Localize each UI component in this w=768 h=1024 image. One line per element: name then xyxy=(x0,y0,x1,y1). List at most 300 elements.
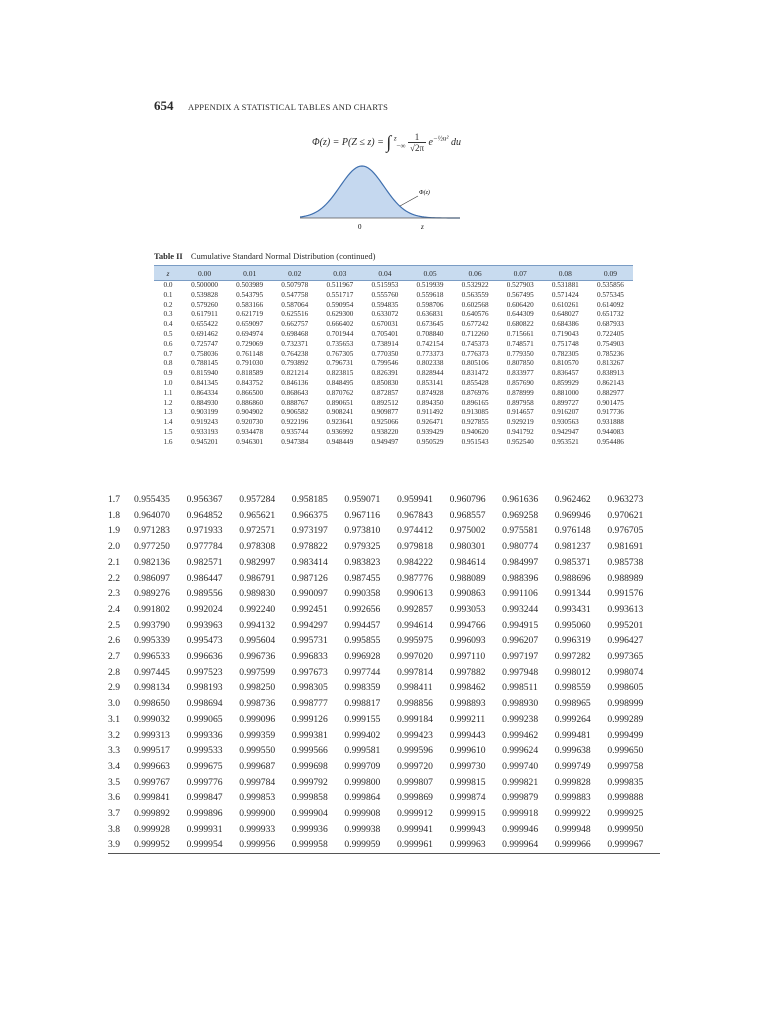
table-row xyxy=(108,602,660,618)
upper-value-cell: 0.916207 xyxy=(551,408,579,417)
upper-value-cell: 0.894350 xyxy=(416,398,444,407)
lower-value-cell: 0.988396 xyxy=(502,572,539,584)
lower-value-cell: 0.990613 xyxy=(396,588,433,600)
upper-value-cell: 0.927855 xyxy=(461,418,489,427)
upper-value-cell: 0.933193 xyxy=(191,427,219,436)
lower-z-cell: 2.4 xyxy=(108,603,120,615)
upper-value-cell: 0.938220 xyxy=(371,427,399,436)
lower-value-cell: 0.997523 xyxy=(186,666,223,678)
upper-value-cell: 0.729069 xyxy=(236,339,264,348)
upper-value-cell: 0.930563 xyxy=(551,418,579,427)
lower-value-cell: 0.995855 xyxy=(344,635,381,647)
upper-z-cell: 0.3 xyxy=(163,310,173,319)
upper-value-cell: 0.590954 xyxy=(326,300,354,309)
table-row xyxy=(154,310,633,320)
lower-value-cell: 0.999211 xyxy=(449,713,486,725)
lower-value-cell: 0.974412 xyxy=(396,525,433,537)
lower-value-cell: 0.999517 xyxy=(134,745,170,757)
upper-value-cell: 0.848495 xyxy=(326,378,354,387)
lower-value-cell: 0.999892 xyxy=(134,808,170,820)
lower-value-cell: 0.990358 xyxy=(344,588,381,600)
upper-value-cell: 0.764238 xyxy=(281,349,309,358)
upper-value-cell: 0.925066 xyxy=(371,418,399,427)
table-row xyxy=(108,837,660,853)
exp-base: e xyxy=(428,136,433,148)
lower-value-cell: 0.999749 xyxy=(554,760,591,772)
upper-value-cell: 0.890651 xyxy=(326,398,354,407)
upper-value-cell: 0.738914 xyxy=(371,339,399,348)
upper-value-cell: 0.515953 xyxy=(371,281,399,289)
lower-value-cell: 0.999462 xyxy=(502,729,539,741)
upper-value-cell: 0.651732 xyxy=(596,310,624,319)
lower-value-cell: 0.999959 xyxy=(344,837,397,853)
upper-value-cell: 0.911492 xyxy=(416,408,444,417)
upper-value-cell: 0.547758 xyxy=(281,290,309,299)
lower-value-cell: 0.989830 xyxy=(239,588,276,600)
lower-value-cell: 0.984222 xyxy=(396,556,433,568)
upper-z-cell: 0.4 xyxy=(163,320,173,329)
lower-value-cell: 0.997365 xyxy=(607,651,644,663)
upper-value-cell: 0.897958 xyxy=(506,398,534,407)
lower-value-cell: 0.993790 xyxy=(134,619,170,631)
lower-value-cell: 0.986791 xyxy=(239,572,276,584)
upper-value-cell: 0.853141 xyxy=(416,378,444,387)
lower-value-cell: 0.996093 xyxy=(449,635,486,647)
upper-value-cell: 0.666402 xyxy=(326,320,354,329)
upper-z-cell: 0.5 xyxy=(163,329,173,338)
lower-value-cell: 0.999776 xyxy=(186,776,223,788)
upper-value-cell: 0.633072 xyxy=(371,310,399,319)
upper-value-cell: 0.758036 xyxy=(191,349,219,358)
upper-value-cell: 0.503989 xyxy=(236,281,264,289)
lower-value-cell: 0.992857 xyxy=(396,603,433,615)
table-row xyxy=(154,369,633,379)
fraction-numerator: 1 xyxy=(414,132,420,142)
upper-value-cell: 0.914657 xyxy=(506,408,534,417)
lower-value-cell: 0.965621 xyxy=(239,509,276,521)
upper-value-cell: 0.850830 xyxy=(371,378,399,387)
upper-value-cell: 0.843752 xyxy=(236,378,264,387)
lower-value-cell: 0.996928 xyxy=(344,651,381,663)
upper-z-cell: 1.4 xyxy=(163,418,173,427)
lower-value-cell: 0.999581 xyxy=(344,745,381,757)
lower-value-cell: 0.980301 xyxy=(449,541,486,553)
lower-value-cell: 0.993053 xyxy=(449,603,486,615)
lower-z-cell: 2.2 xyxy=(108,572,120,584)
upper-value-cell: 0.594835 xyxy=(371,300,399,309)
upper-value-cell: 0.670031 xyxy=(371,320,399,329)
lower-value-cell: 0.997948 xyxy=(502,666,539,678)
upper-value-cell: 0.899727 xyxy=(551,398,579,407)
table-label: Table II xyxy=(154,251,183,261)
lower-value-cell: 0.998359 xyxy=(344,682,381,694)
lower-value-cell: 0.999874 xyxy=(449,792,486,804)
upper-value-cell: 0.881000 xyxy=(551,388,579,397)
upper-z-cell: 1.3 xyxy=(163,408,173,417)
upper-value-cell: 0.571424 xyxy=(551,290,579,299)
lower-value-cell: 0.999032 xyxy=(134,713,170,725)
table-row xyxy=(108,649,660,665)
column-header: 0.03 xyxy=(317,266,362,281)
upper-value-cell: 0.874928 xyxy=(416,388,444,397)
lower-value-cell: 0.999879 xyxy=(502,792,539,804)
lower-value-cell: 0.999835 xyxy=(607,776,644,788)
upper-z-cell: 1.1 xyxy=(163,388,173,397)
lower-value-cell: 0.996736 xyxy=(239,651,276,663)
formula-lhs: Φ(z) = P(Z ≤ z) = xyxy=(312,136,387,148)
column-header: z xyxy=(154,266,182,281)
lower-value-cell: 0.999758 xyxy=(607,760,644,772)
upper-value-cell: 0.908241 xyxy=(326,408,354,417)
upper-value-cell: 0.904902 xyxy=(236,408,264,417)
table-row xyxy=(108,759,660,775)
table-row xyxy=(108,555,660,571)
upper-value-cell: 0.694974 xyxy=(236,329,264,338)
upper-value-cell: 0.906582 xyxy=(281,408,309,417)
upper-value-cell: 0.687933 xyxy=(596,320,624,329)
lower-value-cell: 0.998965 xyxy=(554,698,591,710)
upper-value-cell: 0.948449 xyxy=(326,437,354,446)
formula-du: du xyxy=(451,136,462,148)
lower-z-cell: 2.0 xyxy=(108,541,120,553)
lower-z-cell: 2.3 xyxy=(108,588,120,600)
upper-value-cell: 0.567495 xyxy=(506,290,534,299)
lower-value-cell: 0.999967 xyxy=(607,837,660,853)
cdf-formula xyxy=(312,132,461,153)
lower-value-cell: 0.993244 xyxy=(502,603,539,615)
lower-value-cell: 0.998605 xyxy=(607,682,644,694)
lower-value-cell: 0.975002 xyxy=(449,525,486,537)
upper-value-cell: 0.691462 xyxy=(191,329,219,338)
lower-value-cell: 0.999853 xyxy=(239,792,276,804)
upper-value-cell: 0.870762 xyxy=(326,388,354,397)
lower-value-cell: 0.999956 xyxy=(239,837,292,853)
lower-value-cell: 0.999948 xyxy=(554,823,591,835)
upper-value-cell: 0.606420 xyxy=(506,300,534,309)
lower-value-cell: 0.999966 xyxy=(555,837,608,853)
upper-value-cell: 0.698468 xyxy=(281,329,309,338)
lower-value-cell: 0.999402 xyxy=(344,729,381,741)
lower-value-cell: 0.999950 xyxy=(607,823,644,835)
lower-value-cell: 0.999709 xyxy=(344,760,381,772)
table-row xyxy=(154,438,633,448)
lower-value-cell: 0.999784 xyxy=(239,776,276,788)
upper-value-cell: 0.500000 xyxy=(191,281,219,289)
lower-value-cell: 0.994614 xyxy=(396,619,433,631)
lower-value-cell: 0.996427 xyxy=(607,635,644,647)
lower-value-cell: 0.999126 xyxy=(291,713,328,725)
lower-value-cell: 0.999908 xyxy=(344,808,381,820)
upper-value-cell: 0.920730 xyxy=(236,418,264,427)
lower-value-cell: 0.987776 xyxy=(396,572,433,584)
lower-value-cell: 0.972571 xyxy=(239,525,276,537)
table-row xyxy=(154,340,633,350)
lower-value-cell: 0.998511 xyxy=(502,682,538,694)
lower-value-cell: 0.983414 xyxy=(291,556,328,568)
lower-value-cell: 0.999675 xyxy=(186,760,223,772)
lower-value-cell: 0.968557 xyxy=(449,509,486,521)
lower-value-cell: 0.982997 xyxy=(239,556,276,568)
upper-value-cell: 0.919243 xyxy=(191,418,219,427)
lower-value-cell: 0.992240 xyxy=(239,603,276,615)
lower-value-cell: 0.959941 xyxy=(396,494,433,505)
lower-z-cell: 2.8 xyxy=(108,666,120,678)
table-row xyxy=(108,696,660,712)
lower-value-cell: 0.999663 xyxy=(134,760,170,772)
upper-value-cell: 0.950529 xyxy=(416,437,444,446)
upper-z-cell: 0.1 xyxy=(163,290,173,299)
lower-value-cell: 0.999698 xyxy=(291,760,328,772)
upper-value-cell: 0.680822 xyxy=(506,320,534,329)
lower-value-cell: 0.994132 xyxy=(239,619,276,631)
upper-value-cell: 0.821214 xyxy=(281,369,309,378)
upper-value-cell: 0.833977 xyxy=(506,369,534,378)
lower-value-cell: 0.999481 xyxy=(554,729,591,741)
upper-z-cell: 1.5 xyxy=(163,427,173,436)
upper-value-cell: 0.940620 xyxy=(461,427,489,436)
lower-value-cell: 0.991344 xyxy=(554,588,591,600)
lower-value-cell: 0.998777 xyxy=(291,698,328,710)
upper-value-cell: 0.939429 xyxy=(416,427,444,436)
upper-z-cell: 1.2 xyxy=(163,398,173,407)
lower-value-cell: 0.995060 xyxy=(554,619,591,631)
lower-value-cell: 0.999896 xyxy=(186,808,223,820)
table-row xyxy=(108,775,660,791)
lower-value-cell: 0.983823 xyxy=(344,556,381,568)
upper-value-cell: 0.732371 xyxy=(281,339,309,348)
table-row xyxy=(108,508,660,524)
lower-value-cell: 0.998817 xyxy=(344,698,381,710)
lower-z-cell: 1.7 xyxy=(108,494,120,505)
upper-value-cell: 0.555760 xyxy=(371,290,399,299)
upper-value-cell: 0.941792 xyxy=(506,427,534,436)
lower-value-cell: 0.961636 xyxy=(502,494,539,505)
lower-value-cell: 0.976148 xyxy=(554,525,591,537)
lower-value-cell: 0.997110 xyxy=(449,651,486,663)
table-row xyxy=(108,665,660,681)
lower-value-cell: 0.993613 xyxy=(607,603,644,615)
upper-value-cell: 0.602568 xyxy=(461,300,489,309)
upper-value-cell: 0.836457 xyxy=(551,369,579,378)
upper-value-cell: 0.719043 xyxy=(551,329,579,338)
lower-value-cell: 0.990863 xyxy=(449,588,486,600)
lower-value-cell: 0.995473 xyxy=(186,635,223,647)
lower-value-cell: 0.999610 xyxy=(449,745,486,757)
lower-value-cell: 0.997599 xyxy=(239,666,276,678)
upper-value-cell: 0.583166 xyxy=(236,300,264,309)
upper-value-cell: 0.810570 xyxy=(551,359,579,368)
upper-value-cell: 0.705401 xyxy=(371,329,399,338)
lower-value-cell: 0.998736 xyxy=(239,698,276,710)
upper-value-cell: 0.785236 xyxy=(596,349,624,358)
exp-exponent: −½u² xyxy=(432,134,449,143)
upper-value-cell: 0.636831 xyxy=(416,310,444,319)
lower-value-cell: 0.967843 xyxy=(396,509,433,521)
lower-value-cell: 0.995604 xyxy=(239,635,276,647)
lower-value-cell: 0.999550 xyxy=(239,745,276,757)
lower-value-cell: 0.999946 xyxy=(502,823,539,835)
upper-value-cell: 0.644309 xyxy=(506,310,534,319)
lower-value-cell: 0.997445 xyxy=(134,666,170,678)
lower-z-cell: 1.8 xyxy=(108,509,120,521)
upper-value-cell: 0.866500 xyxy=(236,388,264,397)
upper-value-cell: 0.878999 xyxy=(506,388,534,397)
lower-value-cell: 0.975581 xyxy=(502,525,539,537)
lower-value-cell: 0.982136 xyxy=(134,556,170,568)
upper-value-cell: 0.946301 xyxy=(236,437,264,446)
column-header: 0.00 xyxy=(182,266,227,281)
upper-value-cell: 0.872857 xyxy=(371,388,399,397)
lower-value-cell: 0.999941 xyxy=(396,823,433,835)
lower-z-cell: 2.9 xyxy=(108,682,120,694)
lower-value-cell: 0.998074 xyxy=(607,666,644,678)
upper-value-cell: 0.813267 xyxy=(596,359,624,368)
curve-shaded-area xyxy=(300,166,460,218)
upper-value-cell: 0.767305 xyxy=(326,349,354,358)
lower-value-cell: 0.959071 xyxy=(344,494,381,505)
integral-lower: −∞ xyxy=(396,141,406,150)
lower-value-cell: 0.990097 xyxy=(291,588,328,600)
upper-value-cell: 0.954486 xyxy=(596,437,624,446)
table-row xyxy=(108,523,660,539)
lower-value-cell: 0.999869 xyxy=(396,792,433,804)
lower-value-cell: 0.978308 xyxy=(239,541,276,553)
lower-value-cell: 0.957284 xyxy=(239,494,276,505)
upper-value-cell: 0.751748 xyxy=(551,339,579,348)
table-row xyxy=(108,822,660,838)
upper-value-cell: 0.913085 xyxy=(461,408,489,417)
table-row xyxy=(108,492,660,508)
lower-z-cell: 3.0 xyxy=(108,698,120,710)
upper-value-cell: 0.662757 xyxy=(281,320,309,329)
upper-value-cell: 0.563559 xyxy=(461,290,489,299)
lower-value-cell: 0.999313 xyxy=(134,729,170,741)
lower-value-cell: 0.997020 xyxy=(396,651,433,663)
upper-value-cell: 0.773373 xyxy=(416,349,444,358)
lower-value-cell: 0.999238 xyxy=(502,713,539,725)
lower-value-cell: 0.977784 xyxy=(186,541,223,553)
lower-value-cell: 0.978822 xyxy=(291,541,328,553)
upper-value-cell: 0.805106 xyxy=(461,359,489,368)
table-row xyxy=(154,408,633,418)
upper-value-cell: 0.779350 xyxy=(506,349,534,358)
upper-value-cell: 0.888767 xyxy=(281,398,309,407)
table-row xyxy=(154,281,633,291)
upper-value-cell: 0.841345 xyxy=(191,378,219,387)
lower-value-cell: 0.999904 xyxy=(291,808,328,820)
lower-value-cell: 0.999638 xyxy=(554,745,591,757)
lower-value-cell: 0.969946 xyxy=(554,509,591,521)
lower-value-cell: 0.988089 xyxy=(449,572,486,584)
lower-value-cell: 0.986447 xyxy=(186,572,223,584)
upper-value-cell: 0.610261 xyxy=(551,300,579,309)
lower-value-cell: 0.989556 xyxy=(186,588,223,600)
lower-value-cell: 0.998134 xyxy=(134,682,170,694)
upper-value-cell: 0.535856 xyxy=(596,281,624,289)
upper-value-cell: 0.953521 xyxy=(551,437,579,446)
lower-value-cell: 0.979818 xyxy=(396,541,433,553)
upper-z-cell: 0.9 xyxy=(163,369,173,378)
table-row xyxy=(108,633,660,649)
upper-value-cell: 0.791030 xyxy=(236,359,264,368)
upper-value-cell: 0.673645 xyxy=(416,320,444,329)
upper-value-cell: 0.826391 xyxy=(371,369,399,378)
column-header: 0.05 xyxy=(407,266,452,281)
upper-value-cell: 0.818589 xyxy=(236,369,264,378)
upper-value-cell: 0.708840 xyxy=(416,329,444,338)
lower-value-cell: 0.999792 xyxy=(291,776,328,788)
upper-value-cell: 0.882977 xyxy=(596,388,624,397)
upper-value-cell: 0.745373 xyxy=(461,339,489,348)
lower-value-cell: 0.999912 xyxy=(396,808,433,820)
upper-value-cell: 0.625516 xyxy=(281,310,309,319)
upper-z-cell: 0.8 xyxy=(163,359,173,368)
upper-value-cell: 0.511967 xyxy=(326,281,354,289)
lower-value-cell: 0.998250 xyxy=(239,682,276,694)
upper-value-cell: 0.519939 xyxy=(416,281,444,289)
upper-value-cell: 0.922196 xyxy=(281,418,309,427)
lower-value-cell: 0.992451 xyxy=(291,603,328,615)
table-row xyxy=(154,418,633,428)
table-row xyxy=(154,399,633,409)
upper-value-cell: 0.815940 xyxy=(191,369,219,378)
lower-z-cell: 3.9 xyxy=(108,837,134,853)
lower-value-cell: 0.991576 xyxy=(607,588,644,600)
upper-value-cell: 0.776373 xyxy=(461,349,489,358)
lower-value-cell: 0.999443 xyxy=(449,729,486,741)
upper-value-cell: 0.846136 xyxy=(281,378,309,387)
lower-value-cell: 0.995339 xyxy=(134,635,170,647)
upper-value-cell: 0.796731 xyxy=(326,359,354,368)
lower-value-cell: 0.999687 xyxy=(239,760,276,772)
lower-value-cell: 0.999264 xyxy=(554,713,591,725)
upper-value-cell: 0.903199 xyxy=(191,408,219,417)
lower-value-cell: 0.999841 xyxy=(134,792,170,804)
lower-value-cell: 0.999964 xyxy=(502,837,555,853)
lower-value-cell: 0.981691 xyxy=(607,541,644,553)
column-header: 0.09 xyxy=(588,266,633,281)
lower-value-cell: 0.988989 xyxy=(607,572,644,584)
lower-value-cell: 0.997744 xyxy=(344,666,381,678)
lower-value-cell: 0.999931 xyxy=(186,823,223,835)
upper-value-cell: 0.892512 xyxy=(371,398,399,407)
column-header: 0.04 xyxy=(362,266,407,281)
lower-value-cell: 0.999936 xyxy=(291,823,328,835)
upper-value-cell: 0.945201 xyxy=(191,437,219,446)
upper-value-cell: 0.947384 xyxy=(281,437,309,446)
lower-value-cell: 0.999740 xyxy=(502,760,539,772)
lower-value-cell: 0.998305 xyxy=(291,682,328,694)
lower-value-cell: 0.985738 xyxy=(607,556,644,568)
lower-z-cell: 1.9 xyxy=(108,525,120,537)
table-row xyxy=(154,330,633,340)
upper-value-cell: 0.917736 xyxy=(596,408,624,417)
normal-table-upper xyxy=(154,265,633,448)
lower-value-cell: 0.997197 xyxy=(502,651,539,663)
table-row xyxy=(154,350,633,360)
lower-value-cell: 0.998559 xyxy=(554,682,591,694)
upper-value-cell: 0.828944 xyxy=(416,369,444,378)
lower-value-cell: 0.994766 xyxy=(449,619,486,631)
lower-value-cell: 0.999858 xyxy=(291,792,328,804)
upper-value-cell: 0.507978 xyxy=(281,281,309,289)
lower-value-cell: 0.967116 xyxy=(344,509,380,521)
lower-value-cell: 0.998893 xyxy=(449,698,486,710)
lower-value-cell: 0.996533 xyxy=(134,651,170,663)
lower-value-cell: 0.987126 xyxy=(291,572,328,584)
lower-value-cell: 0.999650 xyxy=(607,745,644,757)
lower-value-cell: 0.994297 xyxy=(291,619,328,631)
